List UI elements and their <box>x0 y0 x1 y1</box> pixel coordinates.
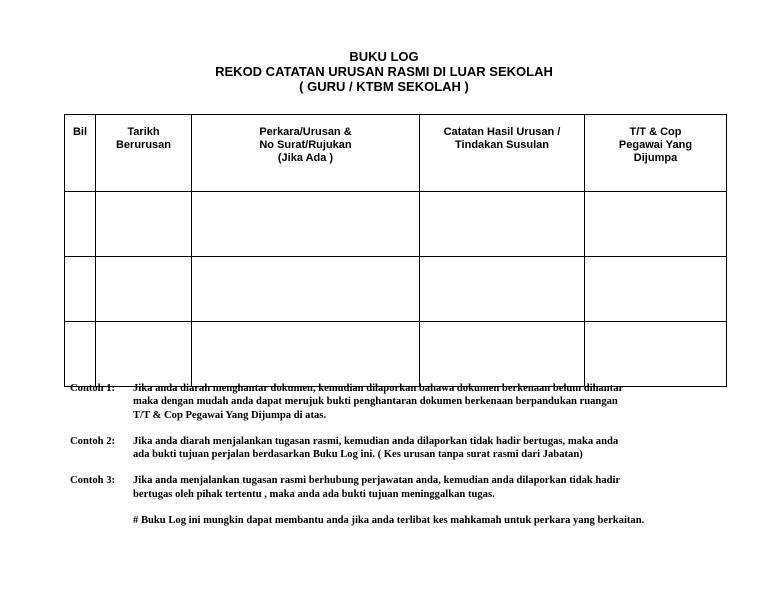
table-cell <box>96 257 192 322</box>
note-label: Contoh 1: <box>70 383 116 394</box>
note-example-3 <box>70 474 730 501</box>
table-cell <box>65 192 96 257</box>
table-cell <box>585 322 727 387</box>
note-example-2 <box>70 435 730 462</box>
table-cell <box>420 257 585 322</box>
column-header-bil: Bil <box>65 115 96 192</box>
title-line-1: BUKU LOG <box>349 49 419 64</box>
title-line-2: REKOD CATATAN URUSAN RASMI DI LUAR SEKOLAH <box>215 64 553 79</box>
table-header-row <box>65 115 727 192</box>
footnote: # Buku Log ini mungkin dapat membantu anda jika anda terlibat kes mahkamah untuk perkara yang berkaitan. <box>133 515 645 527</box>
column-header-tt-cop: T/T & Cop Pegawai Yang Dijumpa <box>585 115 727 192</box>
table-row <box>65 257 727 322</box>
column-header-perkara: Perkara/Urusan & No Surat/Rujukan (Jika Ada ) <box>192 115 420 192</box>
note-text: Jika anda menjalankan tugasan rasmi berhubung perjawatan anda, kemudian anda dilaporkan tidak hadir bertugas oleh pihak tertentu , maka anda ada bukti tujuan meninggalkan tugas. <box>133 475 621 500</box>
table-row <box>65 322 727 387</box>
note-label: Contoh 3: <box>70 475 116 487</box>
log-table <box>64 114 727 387</box>
table-cell <box>96 322 192 387</box>
table-cell <box>96 192 192 257</box>
document-title <box>0 49 768 94</box>
note-label: Contoh 2: <box>70 435 116 447</box>
notes-section <box>70 382 730 527</box>
note-text: Jika anda diarah menghantar dokumen, kemudian dilaporkan bahawa dokumen berkenaan belum dihantar maka dengan mudah anda dapat merujuk bukti penghantaran dokumen berkenaan berpandukan ruangan T/T & Cop Pegawai Yang Dijumpa di atas. <box>133 383 624 421</box>
table-cell <box>192 257 420 322</box>
table-cell <box>420 322 585 387</box>
table-cell <box>585 257 727 322</box>
table-cell <box>585 192 727 257</box>
table-cell <box>192 192 420 257</box>
column-header-tarikh: Tarikh Berurusan <box>96 115 192 192</box>
column-header-catatan: Catatan Hasil Urusan / Tindakan Susulan <box>420 115 585 192</box>
table-cell <box>420 192 585 257</box>
note-example-1 <box>70 382 730 422</box>
title-line-3: ( GURU / KTBM SEKOLAH ) <box>299 79 469 94</box>
table-cell <box>65 257 96 322</box>
note-text: Jika anda diarah menjalankan tugasan rasmi, kemudian anda dilaporkan tidak hadir bertugas, maka anda ada bukti tujuan perjalan berdasarkan Buku Log ini. ( Kes urusan tanpa surat rasmi dari Jabatan) <box>133 435 619 461</box>
table-cell <box>192 322 420 387</box>
table-cell <box>65 322 96 387</box>
table-row <box>65 192 727 257</box>
